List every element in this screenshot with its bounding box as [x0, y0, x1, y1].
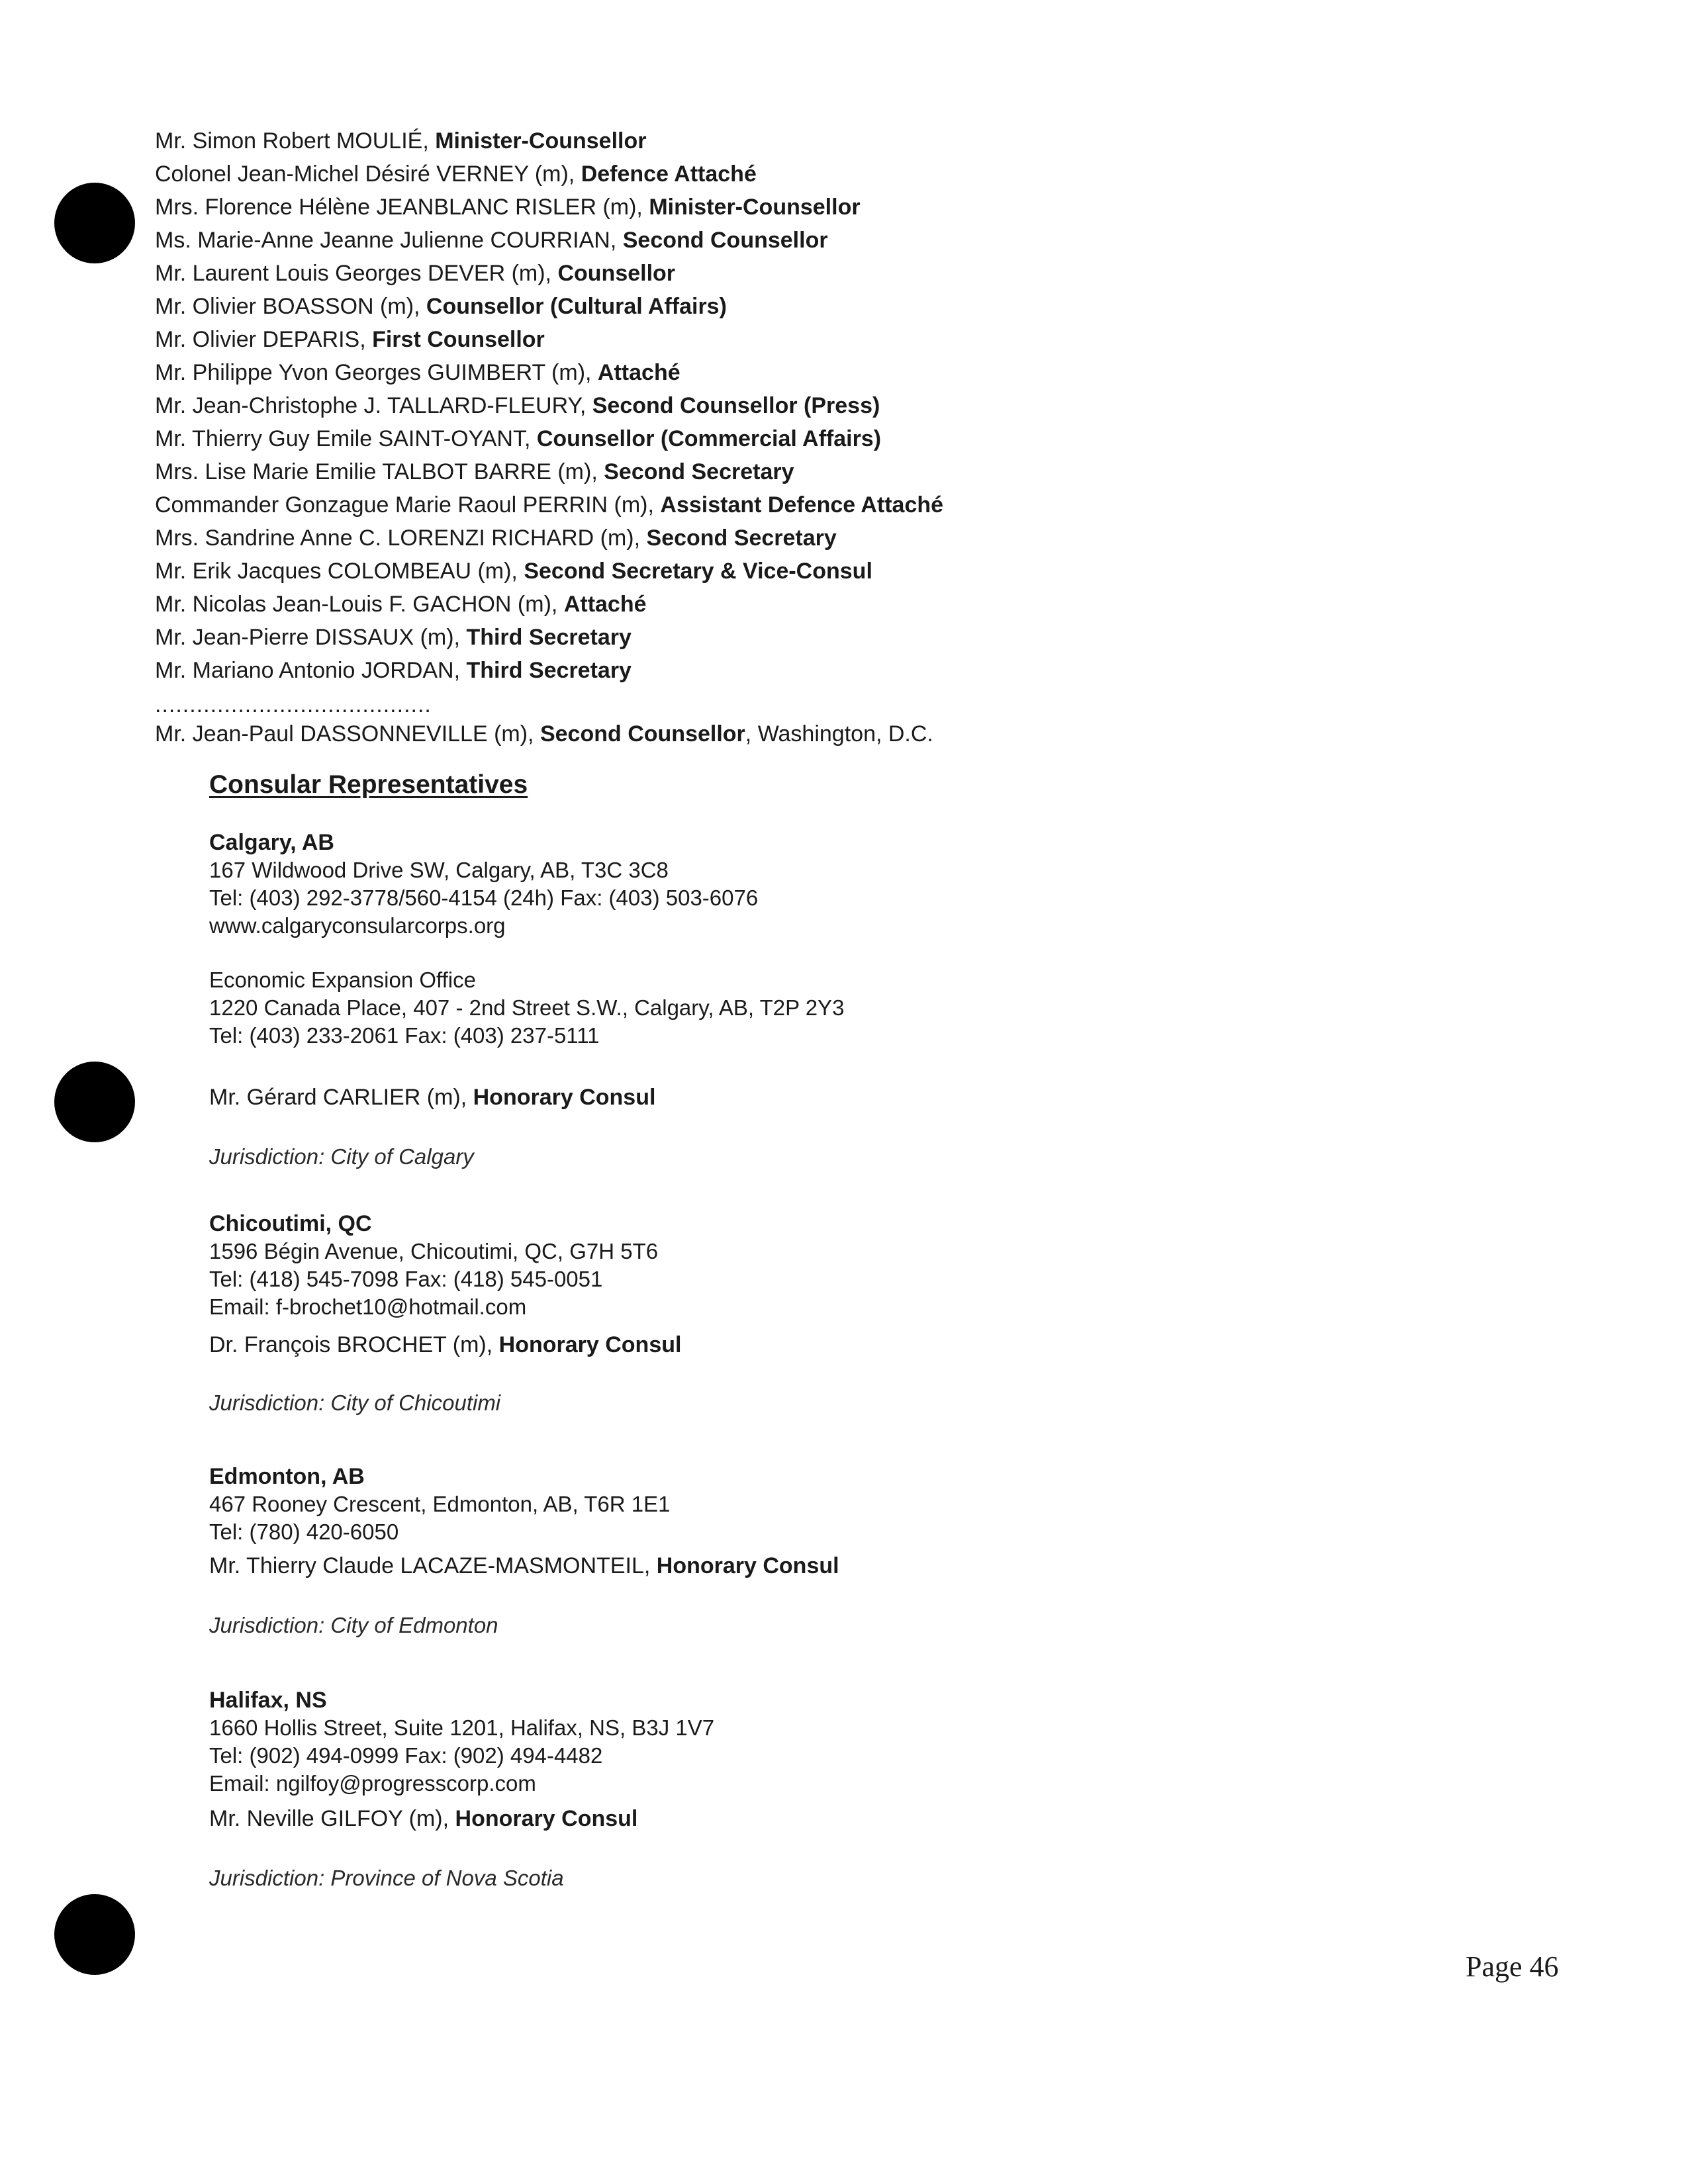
- staff-title: Counsellor (Cultural Affairs): [426, 294, 727, 319]
- city-name: Calgary, AB: [209, 830, 334, 855]
- staff-row: [155, 654, 1280, 687]
- email: Email: f-brochet10@hotmail.com: [209, 1295, 527, 1319]
- staff-row: [155, 124, 1280, 158]
- consul-name: Mr. Gérard CARLIER (m),: [209, 1085, 467, 1110]
- office-address: 1220 Canada Place, 407 - 2nd Street S.W., Calgary, AB, T2P 2Y3: [209, 995, 845, 1020]
- address: 167 Wildwood Drive SW, Calgary, AB, T3C 3C8: [209, 858, 669, 882]
- halifax-block: [209, 1686, 1335, 1893]
- consular-heading: Consular Representatives: [209, 770, 528, 799]
- staff-title: Second Counsellor (Press): [592, 393, 880, 418]
- staff-name: Mr. Nicolas Jean-Louis F. GACHON (m),: [155, 592, 558, 617]
- chicoutimi-block: [209, 1210, 1335, 1418]
- staff-name: Commander Gonzague Marie Raoul PERRIN (m),: [155, 492, 654, 518]
- staff-title: First Counsellor: [372, 327, 545, 352]
- staff-row: [155, 555, 1280, 588]
- jurisdiction: Jurisdiction: City of Chicoutimi: [209, 1390, 501, 1415]
- website: www.calgaryconsularcorps.org: [209, 913, 506, 938]
- jurisdiction: Jurisdiction: Province of Nova Scotia: [209, 1866, 564, 1890]
- staff-row: [155, 455, 1280, 488]
- staff-name: Mr. Philippe Yvon Georges GUIMBERT (m),: [155, 360, 592, 385]
- edmonton-block: [209, 1463, 1335, 1640]
- staff-row: [155, 356, 1280, 389]
- consul-title: Honorary Consul: [455, 1806, 638, 1831]
- staff-row: [155, 257, 1280, 290]
- staff-name: Mrs. Lise Marie Emilie TALBOT BARRE (m),: [155, 459, 598, 484]
- staff-name: Mr. Jean-Paul DASSONNEVILLE (m),: [155, 721, 534, 747]
- office-telephone: Tel: (403) 233-2061 Fax: (403) 237-5111: [209, 1023, 600, 1048]
- staff-row: [155, 224, 1280, 257]
- staff-name: Ms. Marie-Anne Jeanne Julienne COURRIAN,: [155, 228, 617, 253]
- consul-title: Honorary Consul: [473, 1085, 656, 1110]
- staff-name: Mr. Simon Robert MOULIÉ,: [155, 128, 429, 154]
- telephone: Tel: (902) 494-0999 Fax: (902) 494-4482: [209, 1743, 603, 1768]
- staff-title: Second Secretary: [604, 459, 794, 484]
- staff-title: Third Secretary: [466, 658, 632, 683]
- city-name: Edmonton, AB: [209, 1464, 365, 1489]
- staff-title: Assistant Defence Attaché: [660, 492, 944, 518]
- staff-name: Mr. Thierry Guy Emile SAINT-OYANT,: [155, 426, 531, 451]
- consul-name: Mr. Neville GILFOY (m),: [209, 1806, 449, 1831]
- consul-title: Honorary Consul: [656, 1553, 839, 1578]
- telephone: Tel: (403) 292-3778/560-4154 (24h) Fax: (403) 503-6076: [209, 886, 759, 910]
- staff-row: [155, 290, 1280, 323]
- staff-row: [155, 588, 1280, 621]
- staff-name: Mr. Jean-Christophe J. TALLARD-FLEURY,: [155, 393, 586, 418]
- staff-location: , Washington, D.C.: [745, 721, 933, 747]
- punch-hole-top: [54, 183, 135, 263]
- consul-entry: [209, 1550, 1335, 1582]
- consul-title: Honorary Consul: [498, 1332, 682, 1357]
- jurisdiction: Jurisdiction: City of Calgary: [209, 1144, 474, 1169]
- consul-entry: [209, 1081, 1335, 1113]
- staff-title: Counsellor (Commercial Affairs): [536, 426, 882, 451]
- staff-row: [155, 323, 1280, 356]
- consul-name: Dr. François BROCHET (m),: [209, 1332, 493, 1357]
- staff-row: [155, 621, 1280, 654]
- staff-name: Mrs. Florence Hélène JEANBLANC RISLER (m),: [155, 195, 643, 220]
- staff-title: Defence Attaché: [581, 161, 757, 187]
- staff-title: Second Counsellor: [539, 721, 745, 747]
- staff-row-washington: [155, 717, 1280, 751]
- staff-name: Mr. Olivier BOASSON (m),: [155, 294, 420, 319]
- staff-title: Third Secretary: [466, 625, 632, 650]
- calgary-block: [209, 829, 1335, 1171]
- staff-name: Mr. Olivier DEPARIS,: [155, 327, 366, 352]
- consul-name: Mr. Thierry Claude LACAZE-MASMONTEIL,: [209, 1553, 651, 1578]
- staff-row: [155, 488, 1280, 522]
- email: Email: ngilfoy@progresscorp.com: [209, 1771, 536, 1796]
- punch-hole-bottom: [54, 1894, 135, 1975]
- consul-entry: [209, 1803, 1335, 1835]
- staff-title: Second Secretary & Vice-Consul: [524, 559, 872, 584]
- staff-name: Mr. Erik Jacques COLOMBEAU (m),: [155, 559, 518, 584]
- staff-row: [155, 158, 1280, 191]
- dotted-separator: ........................................: [155, 692, 432, 717]
- staff-row: [155, 389, 1280, 422]
- staff-title: Attaché: [563, 592, 647, 617]
- staff-name: Mr. Jean-Pierre DISSAUX (m),: [155, 625, 460, 650]
- address: 467 Rooney Crescent, Edmonton, AB, T6R 1E1: [209, 1492, 671, 1516]
- city-name: Halifax, NS: [209, 1688, 327, 1713]
- staff-title: Attaché: [597, 360, 680, 385]
- jurisdiction: Jurisdiction: City of Edmonton: [209, 1613, 498, 1637]
- city-name: Chicoutimi, QC: [209, 1211, 372, 1236]
- page-number: Page 46: [1466, 1950, 1559, 1983]
- address: 1660 Hollis Street, Suite 1201, Halifax, NS, B3J 1V7: [209, 1715, 715, 1740]
- staff-title: Second Counsellor: [622, 228, 828, 253]
- staff-row: [155, 422, 1280, 455]
- staff-title: Second Secretary: [646, 525, 837, 551]
- staff-name: Mrs. Sandrine Anne C. LORENZI RICHARD (m),: [155, 525, 641, 551]
- staff-title: Minister-Counsellor: [435, 128, 647, 154]
- punch-hole-middle: [54, 1062, 135, 1142]
- staff-list: [155, 124, 1280, 751]
- staff-row: [155, 522, 1280, 555]
- telephone: Tel: (418) 545-7098 Fax: (418) 545-0051: [209, 1267, 603, 1291]
- staff-name: Mr. Laurent Louis Georges DEVER (m),: [155, 261, 552, 286]
- address: 1596 Bégin Avenue, Chicoutimi, QC, G7H 5T6: [209, 1239, 659, 1263]
- consul-entry: [209, 1329, 1335, 1361]
- staff-title: Minister-Counsellor: [649, 195, 861, 220]
- staff-name: Colonel Jean-Michel Désiré VERNEY (m),: [155, 161, 575, 187]
- staff-row: [155, 191, 1280, 224]
- staff-name: Mr. Mariano Antonio JORDAN,: [155, 658, 461, 683]
- telephone: Tel: (780) 420-6050: [209, 1520, 399, 1544]
- office-name: Economic Expansion Office: [209, 968, 476, 992]
- staff-title: Counsellor: [557, 261, 676, 286]
